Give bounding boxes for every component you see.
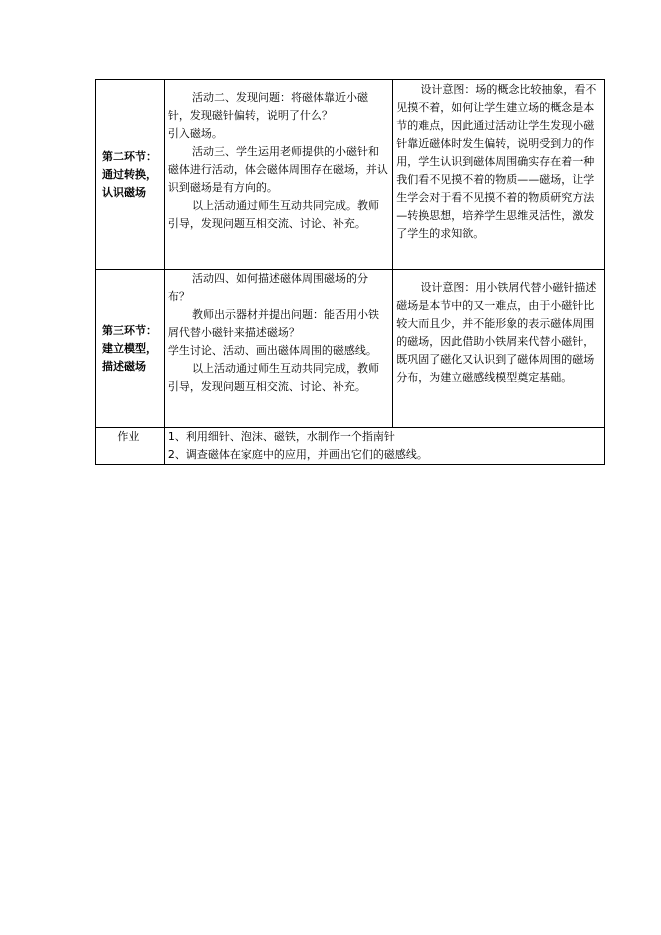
homework-label: 作业 [96,428,165,465]
homework-item-1: 1、利用细针、泡沫、磁铁，水制作一个指南针 [167,430,395,443]
stage-3-design-intent [393,270,605,428]
stage-3-summary: 以上活动通过师生互动共同完成，教师引导，发现问题互相交流、讨论、补充。 [167,362,380,393]
stage-2-activities [164,80,392,270]
stage-2-title-line2: 通过转换， [102,167,157,181]
lesson-plan-table [95,79,605,465]
stage-2-title-line1: 第二环节： [102,149,157,163]
stage-3-activities [164,270,392,428]
teacher-question-text: 教师出示器材并提出问题：能否用小铁屑代替小磁针来描述磁场？ [167,308,380,339]
stage-3-title-line2: 建立模型， [102,341,157,355]
stage-2-title-line3: 认识磁场 [102,185,146,199]
stage-2-intent-text: 设计意图：场的概念比较抽象，看不见摸不着，如何让学生建立场的概念是本节的难点，因此通过活动让学生发现小磁针靠近磁体时发生偏转，说明受到力的作用，学生认识到磁体周围确实存在着一种我们看不见摸不着的物质——磁场，让学生学会对于看不见摸不着的物质研究方法—转换思想，培养学生思维灵活性，激发了学生的求知欲。 [396,83,597,240]
stage-3-title-line1: 第三环节： [102,323,157,337]
stage-2-design-intent [393,80,605,270]
homework-item-2: 2、调查磁体在家庭中的应用，并画出它们的磁感线。 [167,448,428,461]
table-row-stage-3 [96,270,605,428]
table-row-stage-2 [96,80,605,270]
stage-3-intent-text: 设计意图：用小铁屑代替小磁针描述磁场是本节中的又一难点，由于小磁针比较大而且少，并不能形象的表示磁体周围的磁场，因此借助小铁屑来代替小磁针，既巩固了磁化又认识到了磁体周围的磁场分布，为建立磁感线模型奠定基础。 [396,281,597,384]
stage-3-title [96,270,165,428]
stage-3-title-line3: 描述磁场 [102,359,146,373]
activity-3-text: 活动三、学生运用老师提供的小磁针和磁体进行活动，体会磁体周围存在磁场，并认识到磁场是有方向的。 [167,145,388,194]
student-activity-text: 学生讨论、活动、画出磁体周围的磁感线。 [167,344,377,357]
stage-2-summary: 以上活动通过师生互动共同完成。教师引导，发现问题互相交流、讨论、补充。 [167,199,380,230]
stage-2-title [96,80,165,270]
homework-items [164,428,604,465]
activity-2-text: 活动二、发现问题：将磁体靠近小磁针，发现磁针偏转，说明了什么？ [167,91,369,122]
activity-4-text: 活动四、如何描述磁体周围磁场的分布？ [167,272,369,303]
table-row-homework [96,428,605,465]
activity-2-intro: 引入磁场。 [167,127,223,140]
